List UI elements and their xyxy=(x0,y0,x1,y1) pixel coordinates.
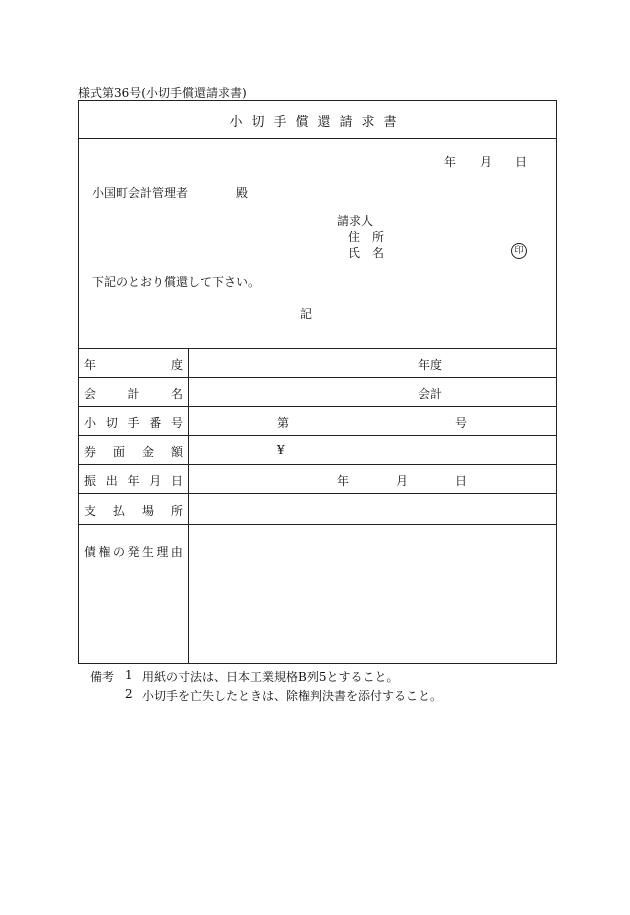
label-char: 番 xyxy=(149,416,162,430)
label-char: 金 xyxy=(141,445,154,459)
date-year: 年 xyxy=(444,155,457,169)
note-2-text: 小切手を亡失したときは、除権判決書を添付すること。 xyxy=(142,689,443,703)
row-divider xyxy=(78,377,557,378)
label-char: 年 xyxy=(84,358,97,372)
label-char: 所 xyxy=(170,504,183,518)
fiscal-year-suffix: 年度 xyxy=(418,358,443,372)
label-char: 会 xyxy=(84,387,97,401)
issue-date-year: 年 xyxy=(337,474,350,488)
label-char: 場 xyxy=(141,504,154,518)
claimant-name-label: 氏 名 xyxy=(348,246,385,260)
label-char: 発 xyxy=(127,545,140,559)
row-divider xyxy=(78,493,557,494)
request-text: 下記のとおり償還して下さい。 xyxy=(92,275,261,289)
label-char: 支 xyxy=(84,504,97,518)
label-char: 号 xyxy=(170,416,183,430)
account-suffix: 会計 xyxy=(418,387,443,401)
label-char: 月 xyxy=(149,474,162,488)
label-char: 日 xyxy=(170,474,183,488)
table-top-line xyxy=(78,348,557,349)
label-char: 権 xyxy=(98,545,111,559)
notes-heading: 備考 xyxy=(90,670,115,684)
label-char: 切 xyxy=(105,416,118,430)
form-number-label: 様式第36号(小切手償還請求書) xyxy=(78,86,247,100)
title-divider xyxy=(78,138,557,139)
label-char: 生 xyxy=(141,545,154,559)
label-char: 面 xyxy=(112,445,125,459)
label-char: 小 xyxy=(84,416,97,430)
label-char: 理 xyxy=(156,545,169,559)
addressee: 小国町会計管理者 xyxy=(92,186,189,200)
claimant-address-label: 住 所 xyxy=(348,230,385,244)
seal-mark: 印 xyxy=(511,243,527,259)
label-char: 出 xyxy=(105,474,118,488)
label-char: の xyxy=(112,545,125,559)
row-divider xyxy=(78,406,557,407)
label-char: 度 xyxy=(170,358,183,372)
row-label-payment-place xyxy=(84,502,183,519)
label-char: 年 xyxy=(127,474,140,488)
label-char: 手 xyxy=(127,416,140,430)
claimant-label: 請求人 xyxy=(337,214,374,228)
label-char: 計 xyxy=(127,387,140,401)
label-char: 額 xyxy=(170,445,183,459)
form-title: 小切手償還請求書 xyxy=(229,115,406,130)
label-char: 由 xyxy=(170,545,183,559)
row-label-account xyxy=(84,385,183,402)
check-number-prefix: 第 xyxy=(277,416,290,430)
label-char: 名 xyxy=(170,387,183,401)
row-label-claim-reason xyxy=(84,543,183,560)
row-divider xyxy=(78,435,557,436)
label-char: 債 xyxy=(84,545,97,559)
issue-date-day: 日 xyxy=(455,474,468,488)
label-char: 振 xyxy=(84,474,97,488)
ki-label: 記 xyxy=(300,307,313,321)
date-month: 月 xyxy=(480,155,493,169)
issue-date-month: 月 xyxy=(396,474,409,488)
row-label-issue-date xyxy=(84,472,183,489)
row-divider xyxy=(78,464,557,465)
note-1-text: 用紙の寸法は、日本工業規格B列5とすること。 xyxy=(142,670,399,684)
amount-currency: ¥ xyxy=(277,443,285,457)
row-label-amount xyxy=(84,443,183,460)
row-label-fiscal-year xyxy=(84,356,183,373)
check-number-suffix: 号 xyxy=(455,416,468,430)
row-divider xyxy=(78,524,557,525)
date-day: 日 xyxy=(515,155,528,169)
label-char: 券 xyxy=(84,445,97,459)
note-1-number: 1 xyxy=(125,668,133,682)
label-char: 払 xyxy=(112,504,125,518)
note-2-number: 2 xyxy=(125,687,133,701)
column-divider xyxy=(188,348,189,664)
row-label-check-number xyxy=(84,414,183,431)
honorific: 殿 xyxy=(236,186,249,200)
